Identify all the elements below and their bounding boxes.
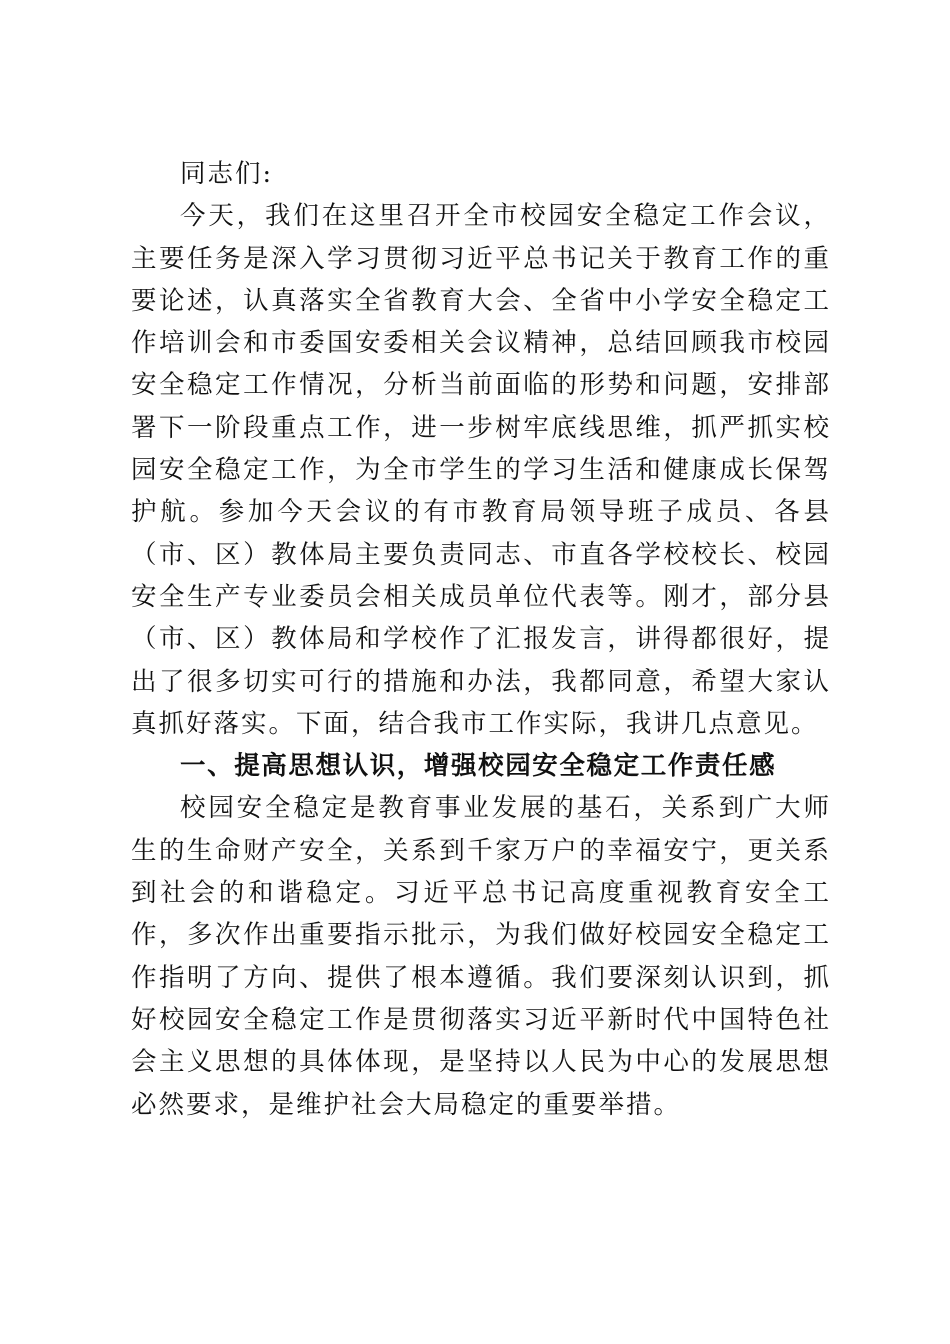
section-heading-1: 一、提高思想认识，增强校园安全稳定工作责任感 [180,751,777,782]
document-body [131,153,831,1126]
paragraph-opening: 今天，我们在这里召开全市校园安全稳定工作会议，主要任务是深入学习贯彻习近平总书记关于教育工作的重要论述，认真落实全省教育大会、全省中小学安全稳定工作培训会和市委国安委相关会议精神，总结回顾我市校园安全稳定工作情况，分析当前面临的形势和问题，安排部署下一阶段重点工作，进一步树牢底线思维，抓严抓实校园安全稳定工作，为全市学生的学习生活和健康成长保驾护航。参加今天会议的有市教育局领导班子成员、各县（市、区）教体局主要负责同志、市直各学校校长、校园安全生产专业委员会相关成员单位代表等。刚才，部分县（市、区）教体局和学校作了汇报发言，讲得都很好，提出了很多切实可行的措施和办法，我都同意，希望大家认真抓好落实。下面，结合我市工作实际，我讲几点意见。 [131,201,831,739]
paragraph-section-1: 校园安全稳定是教育事业发展的基石，关系到广大师生的生命财产安全，关系到千家万户的幸福安宁，更关系到社会的和谐稳定。习近平总书记高度重视教育安全工作，多次作出重要指示批示，为我们做好校园安全稳定工作指明了方向、提供了根本遵循。我们要深刻认识到，抓好校园安全稳定工作是贯彻落实习近平新时代中国特色社会主义思想的具体体现，是坚持以人民为中心的发展思想必然要求，是维护社会大局稳定的重要举措。 [131,793,831,1120]
salutation: 同志们: [180,159,274,189]
